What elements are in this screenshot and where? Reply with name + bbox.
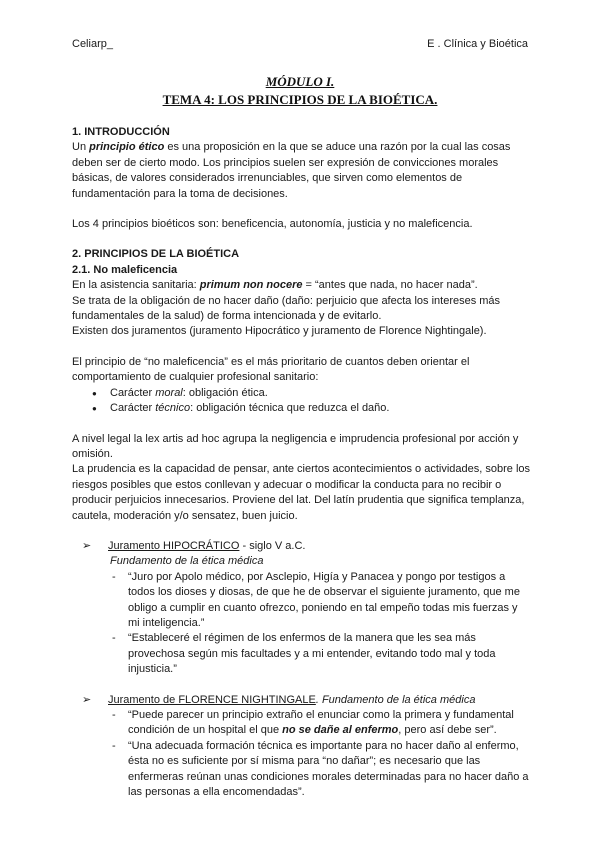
header-right: E . Clínica y Bioética	[427, 38, 528, 50]
oaths-text: Existen dos juramentos (juramento Hipocrático y juramento de Florence Nightingale).	[72, 325, 487, 338]
four-principles: Los 4 principios bioéticos son: beneficencia, autonomía, justicia y no maleficencia.	[72, 218, 473, 231]
obligation-text: Se trata de la obligación de no hacer daño (daño: perjuicio que afecta los intereses más fundamentales de la salud) de forma intencionada y de evitarlo.	[72, 294, 501, 323]
term-primum-non-nocere: primum non nocere	[199, 279, 303, 292]
term: moral	[155, 386, 183, 399]
intro-paragraph	[72, 140, 532, 202]
text: = “antes que nada, no hacer nada”.	[302, 279, 478, 292]
list-item	[92, 401, 532, 416]
dash-icon: -	[112, 570, 116, 583]
hippocratic-title: Juramento HIPOCRÁTICO	[108, 539, 240, 552]
nightingale-subtitle: . Fundamento de la ética médica	[315, 693, 476, 706]
quote-text: “Una adecuada formación técnica es importante para no hacer daño al enfermo, ésta no es suficiente por sí misma para “no dañar”; es necesario que las enfermeras reúnan unas condiciones morales determinadas para no hacer daño a las personas a ella encomendadas”.	[128, 739, 529, 799]
document-body	[72, 125, 532, 800]
term-principio-etico: principio ético	[89, 141, 165, 154]
nightingale-oath	[72, 693, 532, 708]
text: : obligación técnica que reduzca el daño.	[190, 402, 390, 415]
quote-text: “Puede parecer un principio extraño el enunciar como la primera y fundamental condición de un hospital el que	[128, 709, 514, 737]
list-item	[92, 386, 532, 401]
prudence-text: La prudencia es la capacidad de pensar, ante ciertos acontecimientos o actividades, sobre los riesgos posibles que estos conllevan y adecuar o modificar la conducta para no recibir o producir perjuicios innecesarios. Proviene del lat. Del latín prudentia que significa templanza, cautela, moderación y/o sensatez, buen juicio.	[72, 463, 531, 522]
text: Carácter	[110, 386, 156, 399]
intro-heading: 1. INTRODUCCIÓN	[72, 126, 170, 138]
quote-text: , pero así debe ser”.	[398, 724, 497, 737]
dash-icon: -	[112, 739, 116, 752]
quote-item	[72, 708, 532, 739]
text: Carácter	[110, 402, 156, 415]
quote-text: “Juro por Apolo médico, por Asclepio, Higía y Panacea y pongo por testigos a todos los dioses y diosas, de que he de observar el siguiente juramento, que me obligo a cumplir en cuanto ofrezco, poniendo en tal empeño todas mis fuerzas y mi inteligencia.”	[128, 570, 520, 629]
no-maleficence-heading: 2.1. No maleficencia	[72, 263, 178, 276]
hippocratic-oath	[72, 539, 532, 554]
term: técnico	[155, 402, 191, 415]
primum-line	[72, 278, 532, 293]
legal-text: A nivel legal la lex artis ad hoc agrupa la negligencia e imprudencia profesional por acción y omisión.	[72, 432, 519, 460]
header-left: Celiarp_	[72, 38, 113, 50]
term-no-dane: no se dañe al enfermo	[282, 724, 399, 737]
priority-text: El principio de “no maleficencia” es el más prioritario de cuantos deben orientar el comportamiento de cualquier profesional sanitario:	[72, 355, 470, 384]
nightingale-title: Juramento de FLORENCE NIGHTINGALE	[108, 693, 316, 706]
hippocratic-century: - siglo V a.C.	[239, 539, 306, 552]
dash-icon: -	[112, 632, 116, 645]
quote-text: “Estableceré el régimen de los enfermos de la manera que les sea más provechosa según mis facultades y a mi entender, evitando todo mal y toda injusticia.”	[128, 632, 496, 676]
arrow-icon: ➢	[82, 539, 92, 552]
text: es una proposición en la que se aduce una razón por la cual las cosas deben ser de cierto modo. Los principios suelen ser expresión de convicciones morales básicas, de valores considerados irrenunciables, que sirven como elementos de fundamentación para la toma de decisiones.	[72, 141, 511, 200]
arrow-icon: ➢	[82, 693, 92, 706]
hippocratic-subtitle: Fundamento de la ética médica	[110, 555, 264, 568]
dash-icon: -	[112, 709, 116, 721]
quote-item	[72, 739, 532, 801]
principles-heading: 2. PRINCIPIOS DE LA BIOÉTICA	[72, 248, 240, 261]
text: Un	[72, 141, 90, 154]
text: : obligación ética.	[182, 386, 268, 399]
text: En la asistencia sanitaria:	[72, 279, 200, 292]
character-list	[72, 386, 532, 417]
module-title: MÓDULO I.	[265, 74, 335, 89]
quote-item	[72, 631, 532, 677]
topic-title: TEMA 4: LOS PRINCIPIOS DE LA BIOÉTICA.	[162, 92, 438, 107]
quote-item	[72, 570, 532, 632]
